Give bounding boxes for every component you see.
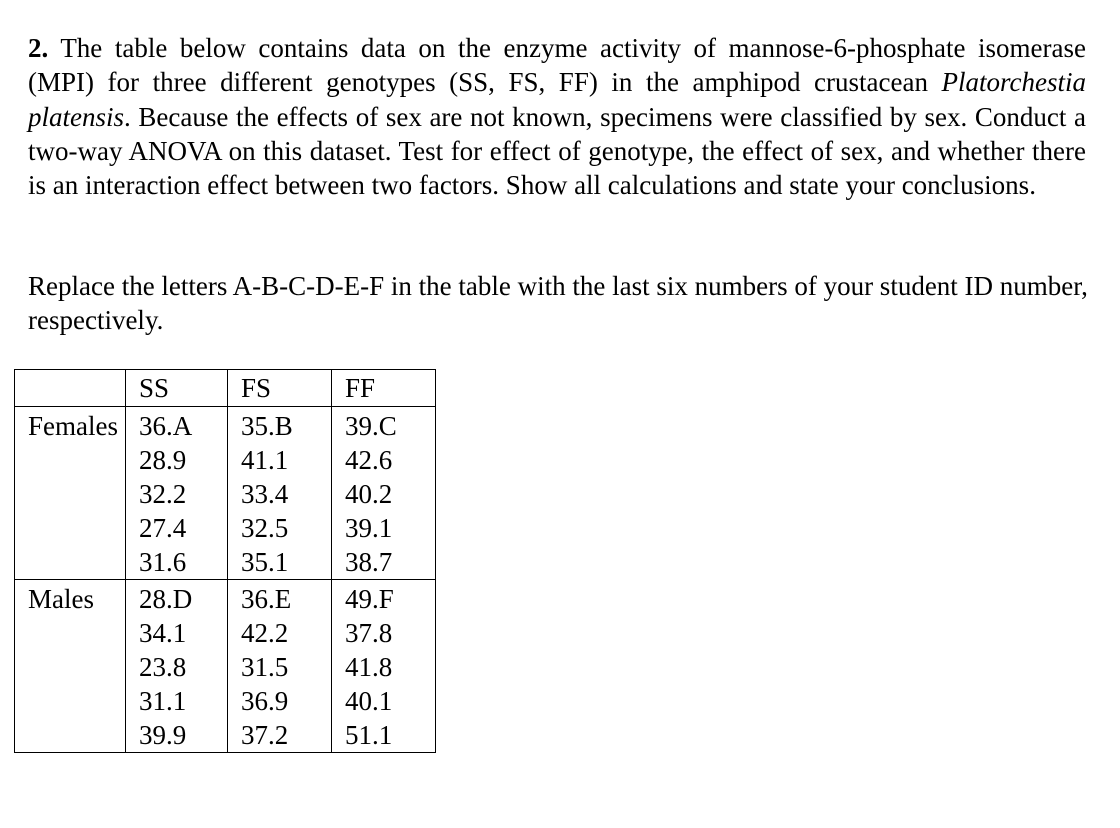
question-text — [28, 31, 1086, 202]
table-cell: 42.2 — [228, 616, 332, 650]
table-cell: 27.4 — [126, 511, 228, 545]
table-cell: 51.1 — [332, 718, 436, 753]
table-row — [15, 477, 436, 511]
table-cell: 40.1 — [332, 684, 436, 718]
table-cell: 39.9 — [126, 718, 228, 753]
table-cell: 38.7 — [332, 545, 436, 580]
table-header-row — [15, 370, 436, 407]
table-cell: 31.6 — [126, 545, 228, 580]
group-label-empty — [15, 443, 126, 477]
question-text-part1: The table below contains data on the enzyme activity of mannose-6-phosphate isomerase (MPI) for three different genotypes (SS, FS, FF) in the amphipod crustacean — [28, 33, 1086, 98]
table-cell: 33.4 — [228, 477, 332, 511]
table-cell: 41.8 — [332, 650, 436, 684]
header-corner — [15, 370, 126, 407]
group-label-empty — [15, 545, 126, 580]
header-ss: SS — [126, 370, 228, 407]
question-text-part2: . Because the effects of sex are not known, specimens were classified by sex. Conduct a two-way ANOVA on this dataset. Test for effect of genotype, the effect of sex, and whether there is an interaction effect between two factors. Show all calculations and state your conclusions. — [28, 101, 1086, 201]
group-label-empty — [15, 511, 126, 545]
table-cell: 31.5 — [228, 650, 332, 684]
group-label-empty — [15, 718, 126, 753]
table-cell: 39.C — [332, 407, 436, 444]
table-cell: 36.E — [228, 580, 332, 617]
table-cell: 37.8 — [332, 616, 436, 650]
table-row — [15, 443, 436, 477]
header-ff: FF — [332, 370, 436, 407]
table-cell: 32.2 — [126, 477, 228, 511]
table-cell: 28.D — [126, 580, 228, 617]
table-cell: 42.6 — [332, 443, 436, 477]
species-name: Platorchestia platensis — [28, 67, 1086, 132]
table-cell: 28.9 — [126, 443, 228, 477]
table-cell: 35.1 — [228, 545, 332, 580]
group-label-empty — [15, 477, 126, 511]
table-cell: 32.5 — [228, 511, 332, 545]
group-label-females: Females — [15, 407, 126, 444]
table-row — [15, 407, 436, 444]
table-cell: 23.8 — [126, 650, 228, 684]
table-row — [15, 580, 436, 617]
table-cell: 36.A — [126, 407, 228, 444]
table-row — [15, 650, 436, 684]
enzyme-activity-table — [14, 369, 436, 753]
table-row — [15, 545, 436, 580]
table-cell: 37.2 — [228, 718, 332, 753]
group-label-empty — [15, 650, 126, 684]
table-cell: 41.1 — [228, 443, 332, 477]
group-label-empty — [15, 616, 126, 650]
table-row — [15, 718, 436, 753]
table-cell: 49.F — [332, 580, 436, 617]
group-label-males: Males — [15, 580, 126, 617]
instruction-text: Replace the letters A-B-C-D-E-F in the table with the last six numbers of your student ID number, respectively. — [28, 271, 1088, 336]
table-cell: 40.2 — [332, 477, 436, 511]
group-label-empty — [15, 684, 126, 718]
header-fs: FS — [228, 370, 332, 407]
question-number: 2. — [28, 33, 49, 63]
table-cell: 39.1 — [332, 511, 436, 545]
table-row — [15, 684, 436, 718]
table-row — [15, 616, 436, 650]
table-cell: 35.B — [228, 407, 332, 444]
table-cell: 34.1 — [126, 616, 228, 650]
table-row — [15, 511, 436, 545]
table-cell: 36.9 — [228, 684, 332, 718]
table-cell: 31.1 — [126, 684, 228, 718]
